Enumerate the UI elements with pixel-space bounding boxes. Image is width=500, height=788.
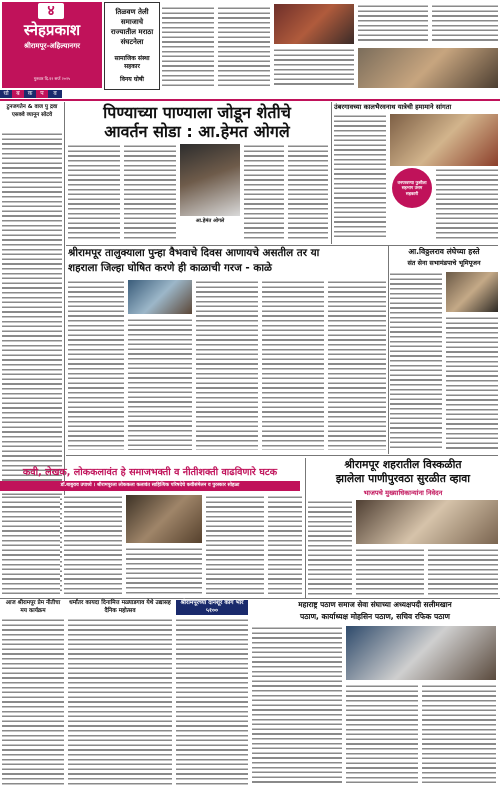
second-headline-line1: श्रीरामपूर तालुक्याला पुन्हा वैभवाचे दिवस आणायचे असतील तर या <box>68 247 320 259</box>
masthead-logo-block <box>2 2 102 88</box>
right-top-circle-text: वनपरवण्या फुसीला सहभाग उत्तम सहकारी <box>397 179 427 196</box>
bottom-photo <box>346 626 496 680</box>
right-second-text-col1 <box>390 272 442 450</box>
right-second-photo <box>446 272 498 312</box>
left-column-heading: टुनजगतेन & वाज पु द्रवा एसक्वे व्यानून सोटवे <box>6 104 58 118</box>
masthead-photo-1 <box>274 4 354 44</box>
bottom-text-col3 <box>422 684 496 786</box>
teaser-line3: विनय घोषी <box>120 76 144 83</box>
bottom-headline-line2: पठाण, कार्याध्यक्ष मोहसिन पठाण, सचिव रफिक पठाण <box>300 612 450 621</box>
second-photo <box>128 280 192 314</box>
right-mid-text-col3 <box>428 548 498 595</box>
column-divider <box>305 458 306 598</box>
bottom-text-col2 <box>346 684 418 786</box>
lead-photo-caption: आ.हेमंत ओगले <box>195 218 225 224</box>
flag-word: धो <box>0 90 12 98</box>
banner-text-col4 <box>206 495 264 595</box>
bottom-left-heading: आज श्रीरामपूर प्रेम नीतीचा मय कार्यक्रम <box>5 600 61 614</box>
flag-word: ब <box>12 90 24 98</box>
right-mid-headline-line1: श्रीरामपूर शहरातील विस्कळीत <box>344 458 462 471</box>
masthead-text-col3 <box>274 48 354 88</box>
right-top-text-col1 <box>334 114 386 240</box>
right-mid-photo <box>356 500 498 544</box>
masthead-photo-2 <box>358 48 498 88</box>
section-rule <box>66 245 498 246</box>
flag-word: व <box>48 90 62 98</box>
bottom-box1-heading: धर्मांतर कायदा दिनामित्त मळ्याडगाव येथे उद्यासह दैनिक महोत्सव <box>69 600 171 614</box>
banner-text-col1 <box>2 495 60 595</box>
right-mid-text-col2 <box>356 548 424 595</box>
masthead-text-col1 <box>162 6 214 88</box>
lead-headline-line2: आवर्तन सोडा : आ.हेमत ओगले <box>104 122 290 141</box>
lead-headline-line1: पिण्याच्या पाण्याला जोडून शेतीचे <box>103 103 291 122</box>
banner-headline: कवी, लेखक, लोककलावंत हे समाजभक्ती व नीतीशक्ती वाढविणारे घटक <box>22 467 278 478</box>
teaser-line1: तिळवण तेली समाजाचे राज्यातील मराठा संघटनेला <box>110 8 154 46</box>
bottom-text-col1 <box>252 626 342 786</box>
second-text-col5 <box>328 280 386 450</box>
masthead-rule <box>0 99 500 101</box>
bottom-left-text <box>2 618 64 786</box>
masthead-subtitle: श्रीरामपूर-अहिल्यानगर <box>23 42 80 50</box>
section-rule <box>0 598 500 599</box>
flag-word: प <box>36 90 48 98</box>
right-second-headline-line2: संत सेना सभामंडपाचे भूमिपूजन <box>407 259 481 267</box>
banner-photo <box>126 495 202 543</box>
masthead <box>0 0 500 98</box>
right-top-circle <box>392 168 432 208</box>
masthead-text-col2 <box>218 6 270 88</box>
second-text-col1 <box>68 280 124 450</box>
second-text-col3 <box>196 280 258 450</box>
banner-subheadline: डॉ.बाबुराव उपाध्ये । श्रीरामपूरला लोककला कलावंत साहित्यिक परिषदेचे कवीसंमेलन व पुरस्कार सोहळा <box>0 481 300 491</box>
lead-photo <box>180 144 240 216</box>
masthead-text-col5 <box>432 4 498 44</box>
second-text-col2 <box>128 318 192 450</box>
bottom-box1-text <box>68 618 172 786</box>
lead-text-col1 <box>68 144 120 240</box>
bottom-box2-text <box>176 618 248 786</box>
second-text-col4 <box>262 280 324 450</box>
lead-text-col2 <box>124 144 176 240</box>
right-second-text-col2 <box>446 316 498 450</box>
lead-text-col3 <box>244 144 284 240</box>
banner-text-col2 <box>64 495 122 595</box>
banner-text-col5 <box>268 495 302 595</box>
teaser-line2: सामाजिक संस्था सहकार <box>114 55 150 70</box>
right-second-headline-line1: आ.विठ्ठलराव लंघेच्या हस्ते <box>408 247 480 256</box>
section-rule <box>66 455 498 456</box>
column-divider <box>388 246 389 454</box>
banner-text-col3 <box>126 547 202 595</box>
flag-word: क <box>24 90 36 98</box>
right-mid-headline-line2: झालेला पाणीपुरवठा सुरळीत व्हावा <box>335 472 471 485</box>
right-mid-sub: भाजपचे मुख्याधिकान्यांना निवेदन <box>363 489 443 497</box>
right-top-photo <box>390 114 498 166</box>
masthead-title: स्नेहप्रकाश <box>23 21 81 39</box>
masthead-text-col4 <box>358 4 428 44</box>
flag-strip <box>0 90 62 98</box>
right-top-text-col2 <box>436 168 498 240</box>
bottom-box2-heading: श्रीरामपूरच्या दानशूर कांग भार ५१०० <box>176 600 248 615</box>
lead-text-col4 <box>288 144 328 240</box>
issue-number: ४ <box>38 3 64 19</box>
masthead-date: गुरुवार दि.१२ सप्टें २०२५ <box>33 76 71 81</box>
column-divider <box>331 102 332 244</box>
teaser-box <box>104 2 160 90</box>
second-headline-line2: शहराला जिल्हा घोषित करणे ही काळाची गरज - काळे <box>68 262 272 274</box>
right-mid-text-col1 <box>308 500 352 595</box>
bottom-headline-line1: महाराष्ट्र पठाण समाज सेवा संघाच्या अध्यक्षपदी सलीमखान <box>298 600 452 609</box>
right-top-headline: उंबरगावच्या कालभैरवनाथ यात्रेची हमामाने सांगता <box>334 103 452 111</box>
